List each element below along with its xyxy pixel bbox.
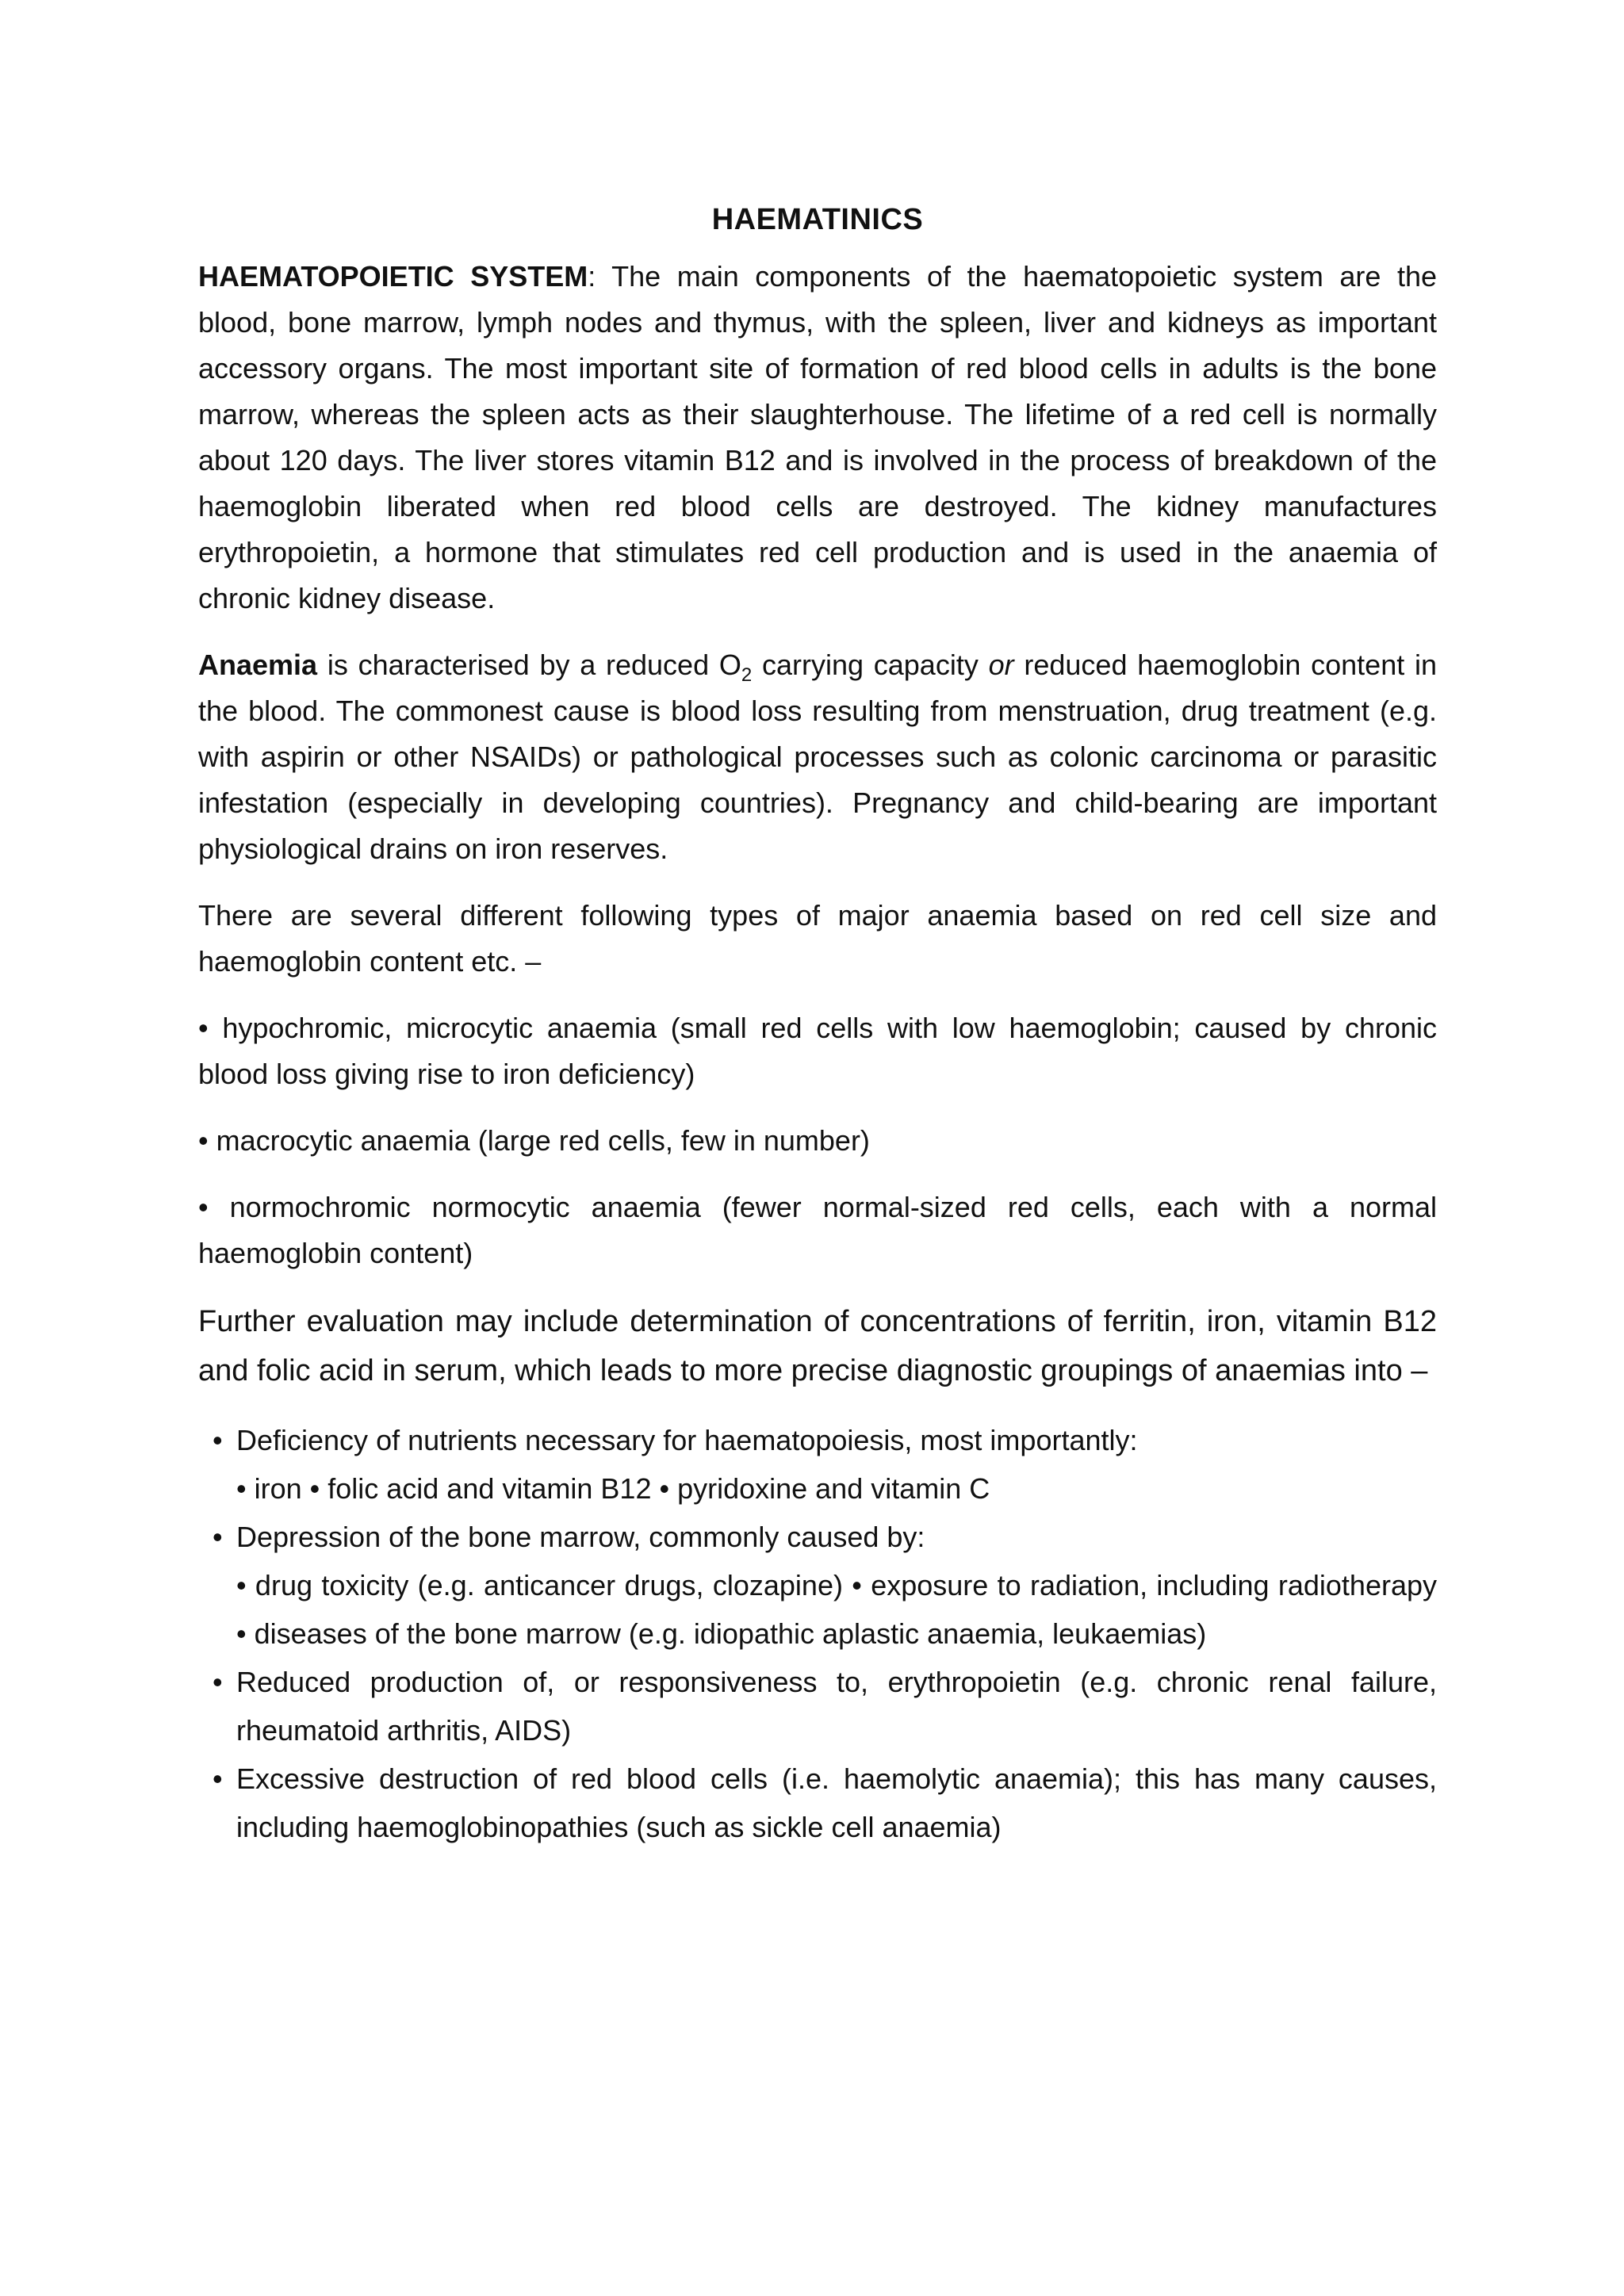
grouping-text: Reduced production of, or responsiveness to, erythropoietin (e.g. chronic renal failure, rheumatoid arthritis, AIDS) [236,1666,1437,1747]
anaemia-text-b: carrying capacity [752,649,989,681]
grouping-text: Deficiency of nutrients necessary for haematopoiesis, most importantly: [236,1424,1138,1456]
grouping-item-deficiency [213,1416,1437,1464]
type-macrocytic: • macrocytic anaemia (large red cells, few in number) [198,1124,870,1157]
bullet-icon: • [213,1666,223,1698]
page-title: HAEMATINICS [711,203,924,236]
grouping-text: Depression of the bone marrow, commonly caused by: [236,1521,925,1553]
grouping-subitems: • iron • folic acid and vitamin B12 • pyridoxine and vitamin C [236,1472,990,1505]
grouping-item-depression [213,1513,1437,1561]
anaemia-term: Anaemia [198,649,318,681]
diagnostic-groupings-list [213,1416,1437,1851]
anaemia-text-a: is characterised by a reduced O [317,649,741,681]
bullet-icon: • [213,1762,223,1795]
haematopoietic-system-text: : The main components of the haematopoietic system are the blood, bone marrow, lymph nodes and thymus, with the spleen, liver and kidneys as important accessory organs. The most important site of formation of red blood cells in adults is the bone marrow, whereas the spleen acts as their slaughterhouse. The lifetime of a red cell is normally about 120 days. The liver stores vitamin B12 and is involved in the process of breakdown of the haemoglobin liberated when red blood cells are destroyed. The kidney manufactures erythropoietin, a hormone that stimulates red cell production and is used in the anaemia of chronic kidney disease. [198,260,1437,614]
oxygen-subscript: 2 [741,664,753,687]
bullet-icon: • [213,1521,223,1553]
anaemia-text-c: reduced haemoglobin content in the blood. The commonest cause is blood loss resulting from menstruation, drug treatment (e.g. with aspirin or other NSAIDs) or pathological processes such as colonic carcinoma or parasitic infestation (especially in developing countries). Pregnancy and child-bearing are important physiological drains on iron reserves. [198,649,1437,865]
further-evaluation-paragraph: Further evaluation may include determination of concentrations of ferritin, iron, vitamin B12 and folic acid in serum, which leads to more precise diagnostic groupings of anaemias into – [198,1305,1437,1387]
bullet-icon: • [213,1424,223,1456]
grouping-item-erythropoietin [213,1658,1437,1755]
anaemia-paragraph [198,642,1437,872]
grouping-subitems: • drug toxicity (e.g. anticancer drugs, clozapine) • exposure to radiation, including radiotherapy • diseases of the bone marrow (e.g. idiopathic aplastic anaemia, leukaemias) [236,1569,1437,1650]
haematopoietic-system-paragraph [198,254,1437,622]
anaemia-italic-or: or [988,649,1014,681]
haematopoietic-system-heading: HAEMATOPOIETIC SYSTEM [198,260,588,293]
grouping-item-destruction [213,1755,1437,1851]
type-hypochromic: • hypochromic, microcytic anaemia (small red cells with low haemoglobin; caused by chronic blood loss giving rise to iron deficiency) [198,1012,1437,1090]
anaemia-types-intro: There are several different following types of major anaemia based on red cell size and haemoglobin content etc. – [198,899,1437,978]
grouping-text: Excessive destruction of red blood cells (i.e. haemolytic anaemia); this has many causes, including haemoglobinopathies (such as sickle cell anaemia) [236,1762,1437,1843]
type-normochromic: • normochromic normocytic anaemia (fewer normal-sized red cells, each with a normal haemoglobin content) [198,1191,1437,1269]
